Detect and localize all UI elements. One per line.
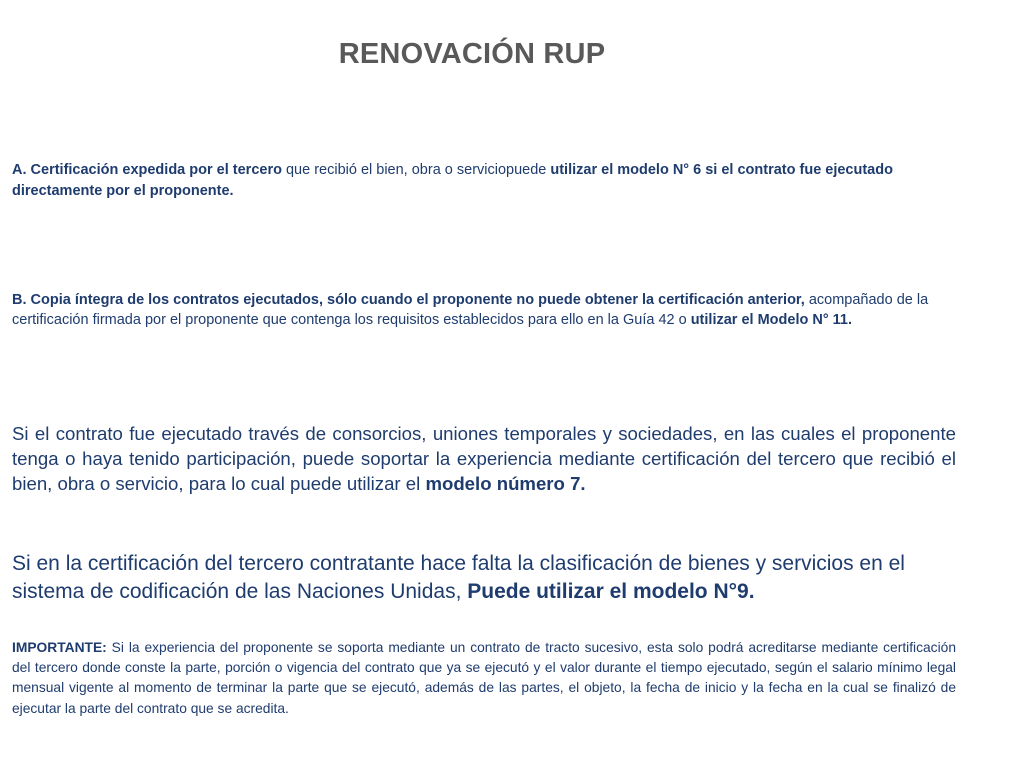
para-d-bold-1: Puede utilizar el modelo N°9.: [467, 580, 755, 603]
paragraph-important-note: [12, 638, 956, 719]
paragraph-un-classification: [12, 550, 956, 606]
para-a-bold-2: utilizar el modelo N° 6 si el contrato fue ejecutado directamente por el proponente.: [12, 162, 893, 199]
para-b-bold-2: utilizar el Modelo N° 11.: [690, 312, 853, 328]
paragraph-certification-third-party: [12, 160, 956, 202]
para-e-text-1: Si la experiencia del proponente se soporta mediante un contrato de tracto sucesivo, esta solo podrá acreditarse mediante certificación del tercero donde conste la parte, porción o vigencia del contrato que ya se ejecutó y el valor durante el tiempo ejecutado, según el salario mínimo legal mensual vigente al momento de terminar la parte que se ejecutó, además de las partes, el objeto, la fecha de inicio y la fecha en la cual se finalizó de ejecutar la parte del contrato que se acredita.: [12, 640, 956, 716]
para-b-bold-1: B. Copia íntegra de los contratos ejecutados, sólo cuando el proponente no puede obtener la certificación anterior,: [12, 292, 805, 308]
page-title: RENOVACIÓN RUP: [338, 38, 606, 70]
para-b-text-1: acompañado de la certificación firmada por el proponente que contenga los requisitos establecidos para ello en la Guía 42 o: [12, 292, 929, 328]
para-c-bold-1: modelo número 7.: [425, 473, 586, 494]
paragraph-contract-copy: [12, 290, 956, 330]
para-a-bold-1: A. Certificación expedida por el tercero: [12, 162, 282, 178]
para-a-text-1: que recibió el bien, obra o serviciopuede: [281, 162, 551, 178]
para-e-bold-1: IMPORTANTE:: [12, 640, 107, 655]
para-c-text-1: Si el contrato fue ejecutado través de consorcios, uniones temporales y sociedades, en las cuales el proponente tenga o haya tenido participación, puede soportar la experiencia mediante certificación del tercero que recibió el bien, obra o servicio, para lo cual puede utilizar el: [12, 423, 956, 494]
paragraph-consortium: [12, 421, 956, 496]
para-d-text-1: Si en la certificación del tercero contratante hace falta la clasificación de bienes y servicios en el sistema de codificación de las Naciones Unidas,: [12, 552, 905, 603]
